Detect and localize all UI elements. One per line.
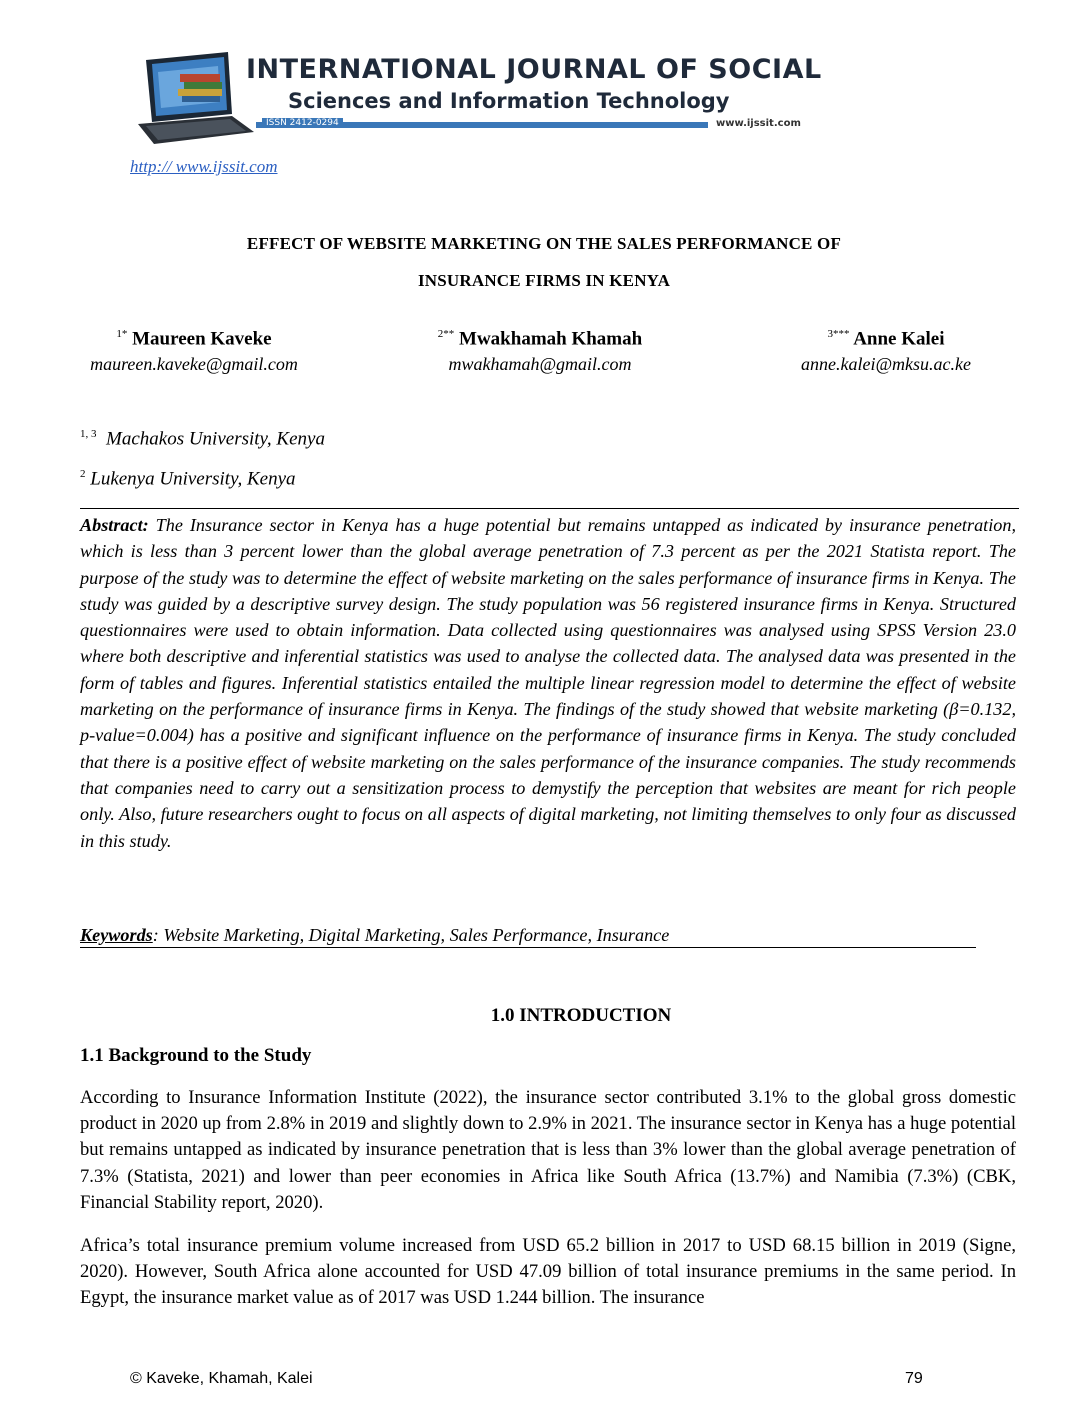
subsection-heading: 1.1 Background to the Study (80, 1045, 312, 1066)
author-name (44, 328, 344, 350)
journal-website-link[interactable]: http:// www.ijssit.com (130, 157, 278, 176)
keywords-label: Keywords (80, 925, 153, 945)
abstract-text: The Insurance sector in Kenya has a huge potential but remains untapped as indicated by insurance penetration, which is less than 3 percent lower than the global average penetration of 7.3 percent as per the 2021 Statista report. The purpose of the study was to determine the effect of website marketing on the sales performance of insurance firms in Kenya. The study was guided by a descriptive survey design. The study population was 56 registered insurance firms in Kenya. Structured questionnaires were used to obtain information. Data collected using questionnaires was analysed using SPSS Version 23.0 where both descriptive and inferential statistics was used to analyse the collected data. The analysed data was presented in the form of tables and figures. Inferential statistics entailed the multiple linear regression model to determine the effect of website marketing on the performance of insurance firms in Kenya. The findings of the study showed that website marketing (β=0.132, p-value=0.004) has a positive and significant influence on the performance of insurance firms in Kenya. The study concluded that there is a positive effect of website marketing on the sales performance of the insurance companies. The study recommends that companies need to carry out a sensitization process to demystify the perception that websites are meant for rich people only. Also, future researchers ought to focus on all aspects of digital marketing, not limiting themselves to only four as discussed in this study. (80, 515, 1016, 851)
abstract (80, 512, 1016, 854)
journal-site-label: www.ijssit.com (716, 118, 801, 129)
keywords (80, 923, 976, 948)
abstract-label: Abstract: (80, 515, 149, 535)
author-block (390, 328, 690, 375)
keywords-text: : Website Marketing, Digital Marketing, Sales Performance, Insurance (152, 925, 670, 945)
affiliation-text: Machakos University, Kenya (106, 428, 325, 450)
section-heading: 1.0 INTRODUCTION (490, 1005, 672, 1026)
author-block (44, 328, 344, 375)
author-superscript: 1* (116, 328, 128, 340)
author-email: maureen.kaveke@gmail.com (90, 354, 298, 375)
affiliation (80, 428, 325, 450)
author-name-text: Anne Kalei (853, 328, 945, 350)
affiliation (80, 468, 296, 490)
page-number: 79 (905, 1370, 923, 1387)
laptop-books-logo-icon (128, 52, 258, 148)
affiliation-superscript: 1, 3 (80, 428, 97, 440)
journal-banner (128, 52, 888, 148)
author-name-text: Mwakhamah Khamah (459, 328, 643, 350)
footer-copyright: © Kaveke, Khamah, Kalei (130, 1370, 313, 1387)
paper-title-line2: INSURANCE FIRMS IN KENYA (417, 271, 671, 290)
author-email: mwakhamah@gmail.com (448, 354, 632, 375)
paper-title-line1: EFFECT OF WEBSITE MARKETING ON THE SALES PERFORMANCE OF (246, 234, 842, 253)
body-paragraph: Africa’s total insurance premium volume increased from USD 65.2 billion in 2017 to USD 68.15 billion in 2019 (Signe, 2020). However, South Africa alone accounted for USD 47.09 billion of total insurance premiums in the same period. In Egypt, the insurance market value as of 2017 was USD 1.244 billion. The insurance (80, 1235, 1016, 1309)
journal-title-line1: INTERNATIONAL JOURNAL OF SOCIAL (246, 54, 822, 85)
author-name (736, 328, 1036, 350)
author-superscript: 3*** (827, 328, 850, 340)
abstract-divider (80, 508, 1019, 509)
author-superscript: 2** (437, 328, 455, 340)
author-email: anne.kalei@mksu.ac.ke (801, 354, 971, 375)
journal-title-line2: Sciences and Information Technology (288, 89, 730, 113)
body-paragraph: According to Insurance Information Institute (2022), the insurance sector contributed 3.1% to the global gross domestic product in 2020 up from 2.8% in 2019 and slightly down to 2.9% in 2021. The insurance sector in Kenya has a huge potential but remains untapped as indicated by insurance penetration that is less than 3% lower than the global average penetration of 7.3% (Statista, 2021) and lower than peer economies in Africa like South Africa (13.7%) and Namibia (7.3%) (CBK, Financial Stability report, 2020). (80, 1087, 1016, 1213)
author-block (736, 328, 1036, 375)
author-name-text: Maureen Kaveke (132, 328, 272, 350)
author-name (390, 328, 690, 350)
affiliation-text: Lukenya University, Kenya (90, 468, 296, 490)
affiliation-superscript: 2 (80, 468, 86, 480)
issn-label: ISSN 2412-0294 (262, 118, 343, 128)
